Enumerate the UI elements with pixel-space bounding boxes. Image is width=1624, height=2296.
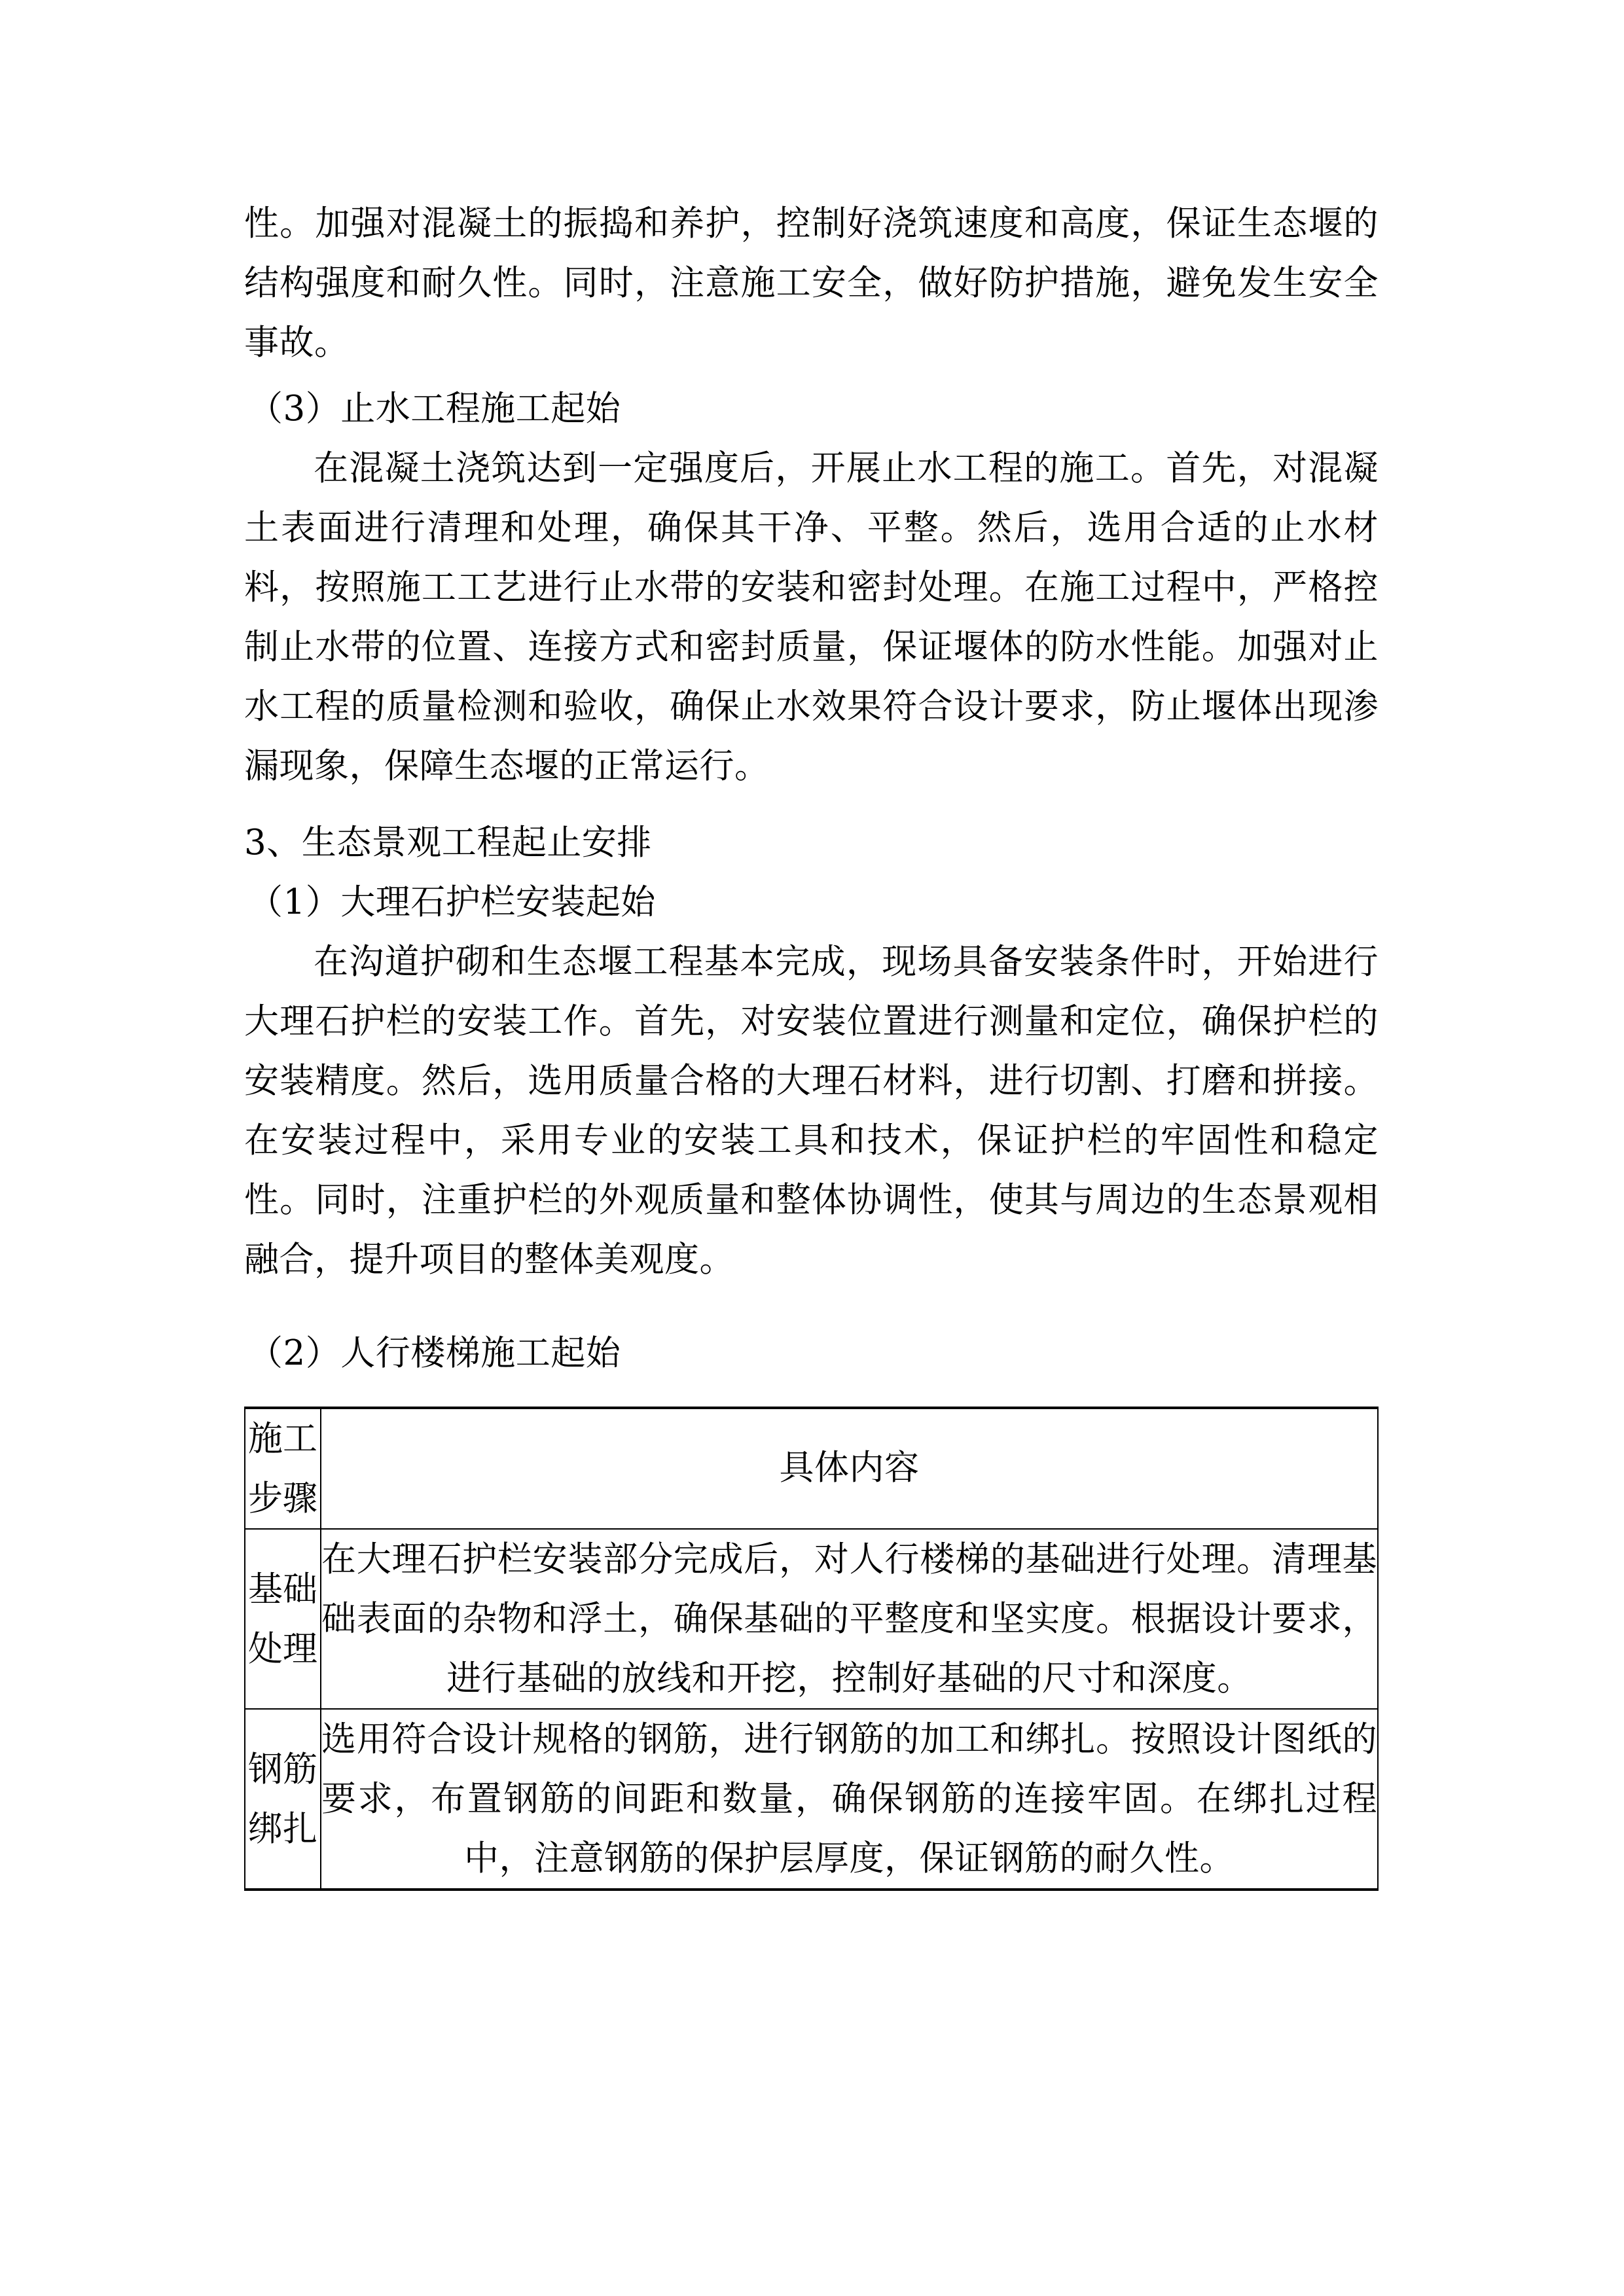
heading-eco-landscape-schedule: 3、生态景观工程起止安排 [244, 823, 652, 863]
table-header-detail [321, 1408, 1378, 1529]
table-cell-step-line2: 绑扎 [248, 1808, 317, 1849]
table-cell-step-line1: 基础 [248, 1569, 317, 1609]
table-cell-detail-foundation [321, 1529, 1378, 1709]
table-cell-step-line1: 钢筋 [248, 1749, 317, 1789]
table-header-step [245, 1408, 321, 1529]
table-cell-detail-text: 选用符合设计规格的钢筋，进行钢筋的加工和绑扎。按照设计图纸的要求，布置钢筋的间距和数量，确保钢筋的连接牢固。在绑扎过程中，注意钢筋的保护层厚度，保证钢筋的耐久性。 [321, 1719, 1377, 1878]
table-header-row [245, 1408, 1378, 1529]
table-row [245, 1709, 1378, 1890]
heading-pedestrian-stairs-start: （2）人行楼梯施工起始 [248, 1333, 621, 1373]
spacer [244, 796, 1379, 813]
page-content [244, 194, 1379, 1891]
heading-marble-railing-start: （1）大理石护栏安装起始 [248, 882, 656, 922]
heading-waterstop-start: （3）止水工程施工起始 [248, 389, 621, 429]
table-cell-step-line2: 处理 [248, 1628, 317, 1669]
spacer [244, 372, 1379, 379]
paragraph-marble-railing-installation: 在沟道护砌和生态堰工程基本完成，现场具备安装条件时，开始进行大理石护栏的安装工作。首先，对安装位置进行测量和定位，确保护栏的安装精度。然后，选用质量合格的大理石材料，进行切割、打磨和拼接。在安装过程中，采用专业的安装工具和技术，保证护栏的牢固性和稳定性。同时，注重护栏的外观质量和整体协调性，使其与周边的生态景观相融合，提升项目的整体美观度。 [244, 942, 1379, 1280]
table-cell-detail-text: 在大理石护栏安装部分完成后，对人行楼梯的基础进行处理。清理基础表面的杂物和浮土，确保基础的平整度和坚实度。根据设计要求，进行基础的放线和开挖，控制好基础的尺寸和深度。 [321, 1539, 1377, 1698]
table-header-step-line2: 步骤 [248, 1479, 317, 1518]
table-cell-step-rebar [245, 1709, 321, 1890]
table-cell-step-foundation [245, 1529, 321, 1709]
table-header-detail-label: 具体内容 [779, 1447, 920, 1488]
paragraph-concrete-curing: 性。加强对混凝土的振捣和养护，控制好浇筑速度和高度，保证生态堰的结构强度和耐久性。同时，注意施工安全，做好防护措施，避免发生安全事故。 [244, 204, 1379, 363]
table-cell-detail-rebar [321, 1709, 1378, 1890]
paragraph-waterstop-construction: 在混凝土浇筑达到一定强度后，开展止水工程的施工。首先，对混凝土表面进行清理和处理，确保其干净、平整。然后，选用合适的止水材料，按照施工工艺进行止水带的安装和密封处理。在施工过程中，严格控制止水带的位置、连接方式和密封质量，保证堰体的防水性能。加强对止水工程的质量检测和验收，确保止水效果符合设计要求，防止堰体出现渗漏现象，保障生态堰的正常运行。 [244, 448, 1379, 786]
table-header-step-line1: 施工 [248, 1419, 317, 1459]
table-row [245, 1529, 1378, 1709]
spacer [244, 1289, 1379, 1323]
construction-steps-table [244, 1407, 1379, 1891]
construction-steps-table-wrapper [244, 1407, 1379, 1891]
